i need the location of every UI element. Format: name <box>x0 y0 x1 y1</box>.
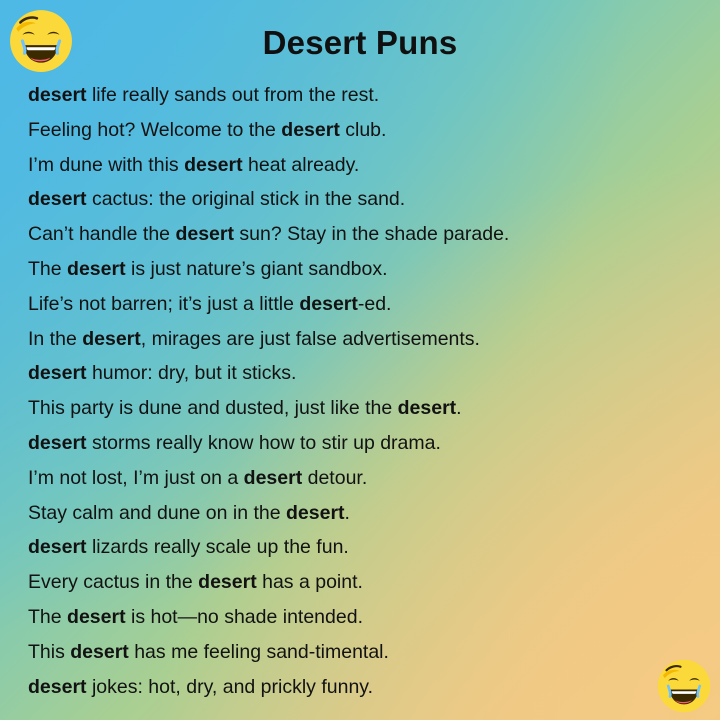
pun-line <box>28 78 700 113</box>
pun-line <box>28 287 700 322</box>
pun-text: Life’s not barren; it’s just a little <box>28 292 300 315</box>
keyword-text: desert <box>28 188 87 211</box>
pun-text: This party is dune and dusted, just like the <box>28 397 398 420</box>
pun-text: I’m not lost, I’m just on a <box>28 466 244 489</box>
pun-line <box>28 217 700 252</box>
pun-text: Can’t handle the <box>28 223 176 246</box>
keyword-text: desert <box>175 223 234 246</box>
pun-text: The <box>28 605 68 628</box>
pun-text: Stay calm and dune on in the <box>28 501 287 524</box>
pun-text: This <box>28 640 71 663</box>
pun-text: is hot—no shade intended. <box>125 605 363 628</box>
keyword-text: desert <box>286 501 345 524</box>
pun-line <box>28 148 700 183</box>
pun-list <box>28 78 700 704</box>
pun-text: I’m dune with this <box>28 153 185 176</box>
pun-line <box>28 496 700 531</box>
page-title: Desert Puns <box>262 24 458 61</box>
keyword-text: desert <box>184 153 243 176</box>
pun-text: cactus: the original stick in the sand. <box>86 188 406 211</box>
pun-text: is just nature’s giant sandbox. <box>125 257 388 280</box>
pun-text: In the <box>28 327 83 350</box>
pun-text: has a point. <box>256 571 363 594</box>
keyword-text: desert <box>281 118 340 141</box>
pun-text: The <box>28 257 68 280</box>
pun-text: has me feeling sand-timental. <box>128 640 389 663</box>
keyword-text: desert <box>28 84 87 106</box>
pun-line <box>28 461 700 496</box>
keyword-text: desert <box>299 292 358 315</box>
pun-line <box>28 635 700 670</box>
pun-text: life really sands out from the rest. <box>86 84 380 106</box>
pun-text: . <box>344 501 350 524</box>
keyword-text: desert <box>243 466 303 489</box>
keyword-text: desert <box>28 675 87 698</box>
pun-line <box>28 565 700 600</box>
keyword-text: desert <box>28 431 87 454</box>
pun-text: club. <box>339 118 387 141</box>
pun-text: heat already. <box>242 153 360 176</box>
keyword-text: desert <box>67 257 126 280</box>
pun-text: storms really know how to stir up drama. <box>86 431 441 454</box>
keyword-text: desert <box>28 362 87 385</box>
pun-text: , mirages are just false advertisements. <box>140 327 480 350</box>
pun-line <box>28 356 700 391</box>
pun-text: Feeling hot? Welcome to the <box>28 118 282 141</box>
keyword-text: desert <box>28 536 87 559</box>
keyword-text: desert <box>397 397 457 420</box>
pun-text: sun? Stay in the shade parade. <box>233 223 510 246</box>
keyword-text: desert <box>82 327 141 350</box>
pun-line <box>28 670 700 705</box>
pun-line <box>28 600 700 635</box>
pun-text: jokes: hot, dry, and prickly funny. <box>86 675 374 698</box>
pun-line <box>28 391 700 426</box>
pun-line <box>28 426 700 461</box>
pun-text: detour. <box>302 466 368 489</box>
pun-text: -ed. <box>357 292 392 315</box>
rolling-on-the-floor-laughing-icon <box>656 658 712 714</box>
pun-line <box>28 322 700 357</box>
pun-line <box>28 252 700 287</box>
keyword-text: desert <box>67 605 126 628</box>
pun-line <box>28 113 700 148</box>
pun-text: Every cactus in the <box>28 571 199 594</box>
pun-text: lizards really scale up the fun. <box>86 536 349 559</box>
pun-text: humor: dry, but it sticks. <box>86 362 297 385</box>
keyword-text: desert <box>70 640 129 663</box>
pun-line <box>28 182 700 217</box>
pun-text: . <box>456 397 462 420</box>
keyword-text: desert <box>198 571 257 594</box>
pun-line <box>28 530 700 565</box>
